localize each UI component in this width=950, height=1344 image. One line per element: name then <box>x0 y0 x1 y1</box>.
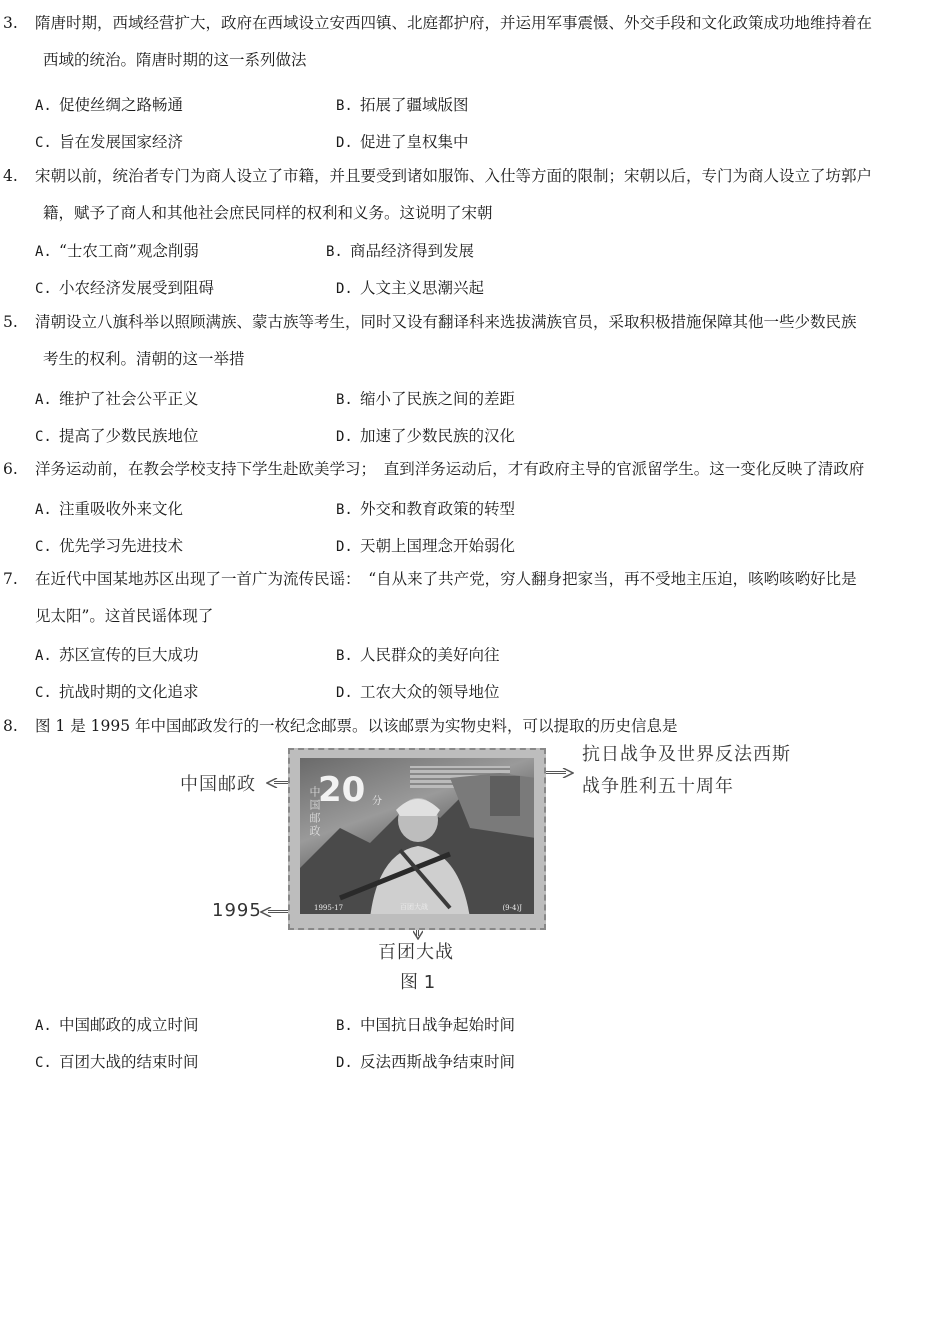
stamp-name: 百团大战 <box>400 903 428 911</box>
stamp-set-number: (9-4)J <box>502 904 522 912</box>
option-a: A. 中国邮政的成立时间 <box>35 1016 199 1034</box>
question-stem <box>35 451 946 488</box>
option-b: B. 商品经济得到发展 <box>326 242 475 260</box>
option-b: B. 缩小了民族之间的差距 <box>336 390 516 408</box>
option-b: B. 拓展了疆域版图 <box>336 96 469 114</box>
stem-line-1: 图 1 是 1995 年中国邮政发行的一枚纪念邮票。以该邮票为实物史料，可以提取的历史信息是 <box>35 717 678 735</box>
option-c: C. 百团大战的结束时间 <box>35 1053 199 1071</box>
stamp-denomination: 20 <box>318 770 366 810</box>
question-number: 6. <box>3 460 18 478</box>
option-d: D. 反法西斯战争结束时间 <box>336 1053 516 1071</box>
question-stem <box>35 158 946 232</box>
question-stem <box>35 5 946 79</box>
stem-line-1: 宋朝以前，统治者专门为商人设立了市籍，并且要受到诸如服饰、入仕等方面的限制；宋朝以后，专门为商人设立了坊郭户 <box>35 167 873 185</box>
option-d: D. 工农大众的领导地位 <box>336 683 500 701</box>
option-a: A. 注重吸收外来文化 <box>35 500 184 518</box>
question-number: 4. <box>3 167 18 185</box>
option-b: B. 中国抗日战争起始时间 <box>336 1016 516 1034</box>
stem-line-2: 考生的权利。清朝的这一举措 <box>43 350 245 368</box>
label-hundred-regiments: 百团大战 <box>378 942 454 963</box>
commemorative-stamp <box>288 748 546 930</box>
stem-line-1: 洋务运动前，在教会学校支持下学生赴欧美学习； 直到洋务运动后，才有政府主导的官派留学生。这一变化反映了清政府 <box>35 460 865 478</box>
stem-line-1: 隋唐时期，西域经营扩大，政府在西域设立安西四镇、北庭都护府，并运用军事震慑、外交手段和文化政策成功地维持着在 <box>35 14 873 32</box>
option-c: C. 旨在发展国家经济 <box>35 133 184 151</box>
soldier-illustration <box>300 758 534 914</box>
stamp-figure <box>170 740 820 995</box>
stem-line-2: 籍，赋予了商人和其他社会庶民同样的权利和义务。这说明了宋朝 <box>43 204 493 222</box>
question-number: 3. <box>3 14 18 32</box>
label-china-post: 中国邮政 <box>180 774 256 795</box>
stem-line-1: 清朝设立八旗科举以照顾满族、蒙古族等考生，同时又设有翻译科来选拔满族官员，采取积极措施保障其他一些少数民族 <box>35 313 857 331</box>
option-a: A. 维护了社会公平正义 <box>35 390 199 408</box>
option-a: A. 苏区宣传的巨大成功 <box>35 646 199 664</box>
figure-caption: 图 1 <box>400 972 436 993</box>
label-anniversary-line-1: 抗日战争及世界反法西斯 <box>582 744 791 765</box>
question-number: 7. <box>3 570 18 588</box>
label-anniversary-line-2: 战争胜利五十周年 <box>582 776 734 797</box>
option-c: C. 优先学习先进技术 <box>35 537 184 555</box>
stem-line-2: 见太阳”。这首民谣体现了 <box>35 607 214 625</box>
question-stem <box>35 561 946 635</box>
question-number: 5. <box>3 313 18 331</box>
option-b: B. 外交和教育政策的转型 <box>336 500 516 518</box>
option-d: D. 加速了少数民族的汉化 <box>336 427 516 445</box>
question-number: 8. <box>3 717 18 735</box>
option-c: C. 提高了少数民族地位 <box>35 427 199 445</box>
stem-line-2: 西域的统治。隋唐时期的这一系列做法 <box>43 51 307 69</box>
option-d: D. 天朝上国理念开始弱化 <box>336 537 516 555</box>
option-a: A. 促使丝绸之路畅通 <box>35 96 184 114</box>
stem-line-1: 在近代中国某地苏区出现了一首广为流传民谣： “自从来了共产党，穷人翻身把家当，再不受地主压迫，咳哟咳哟好比是 <box>35 570 857 588</box>
stamp-artwork <box>300 758 534 914</box>
stamp-serial: 1995-17 <box>314 904 344 912</box>
option-b: B. 人民群众的美好向往 <box>336 646 500 664</box>
option-c: C. 小农经济发展受到阻碍 <box>35 279 215 297</box>
stamp-unit: 分 <box>372 796 382 807</box>
stamp-issuer: 中国邮政 <box>308 786 321 838</box>
option-a: A. “士农工商”观念削弱 <box>35 242 199 260</box>
option-c: C. 抗战时期的文化追求 <box>35 683 199 701</box>
question-stem <box>35 304 946 378</box>
label-year: 1995 <box>212 900 262 921</box>
option-d: D. 促进了皇权集中 <box>336 133 469 151</box>
option-d: D. 人文主义思潮兴起 <box>336 279 485 297</box>
